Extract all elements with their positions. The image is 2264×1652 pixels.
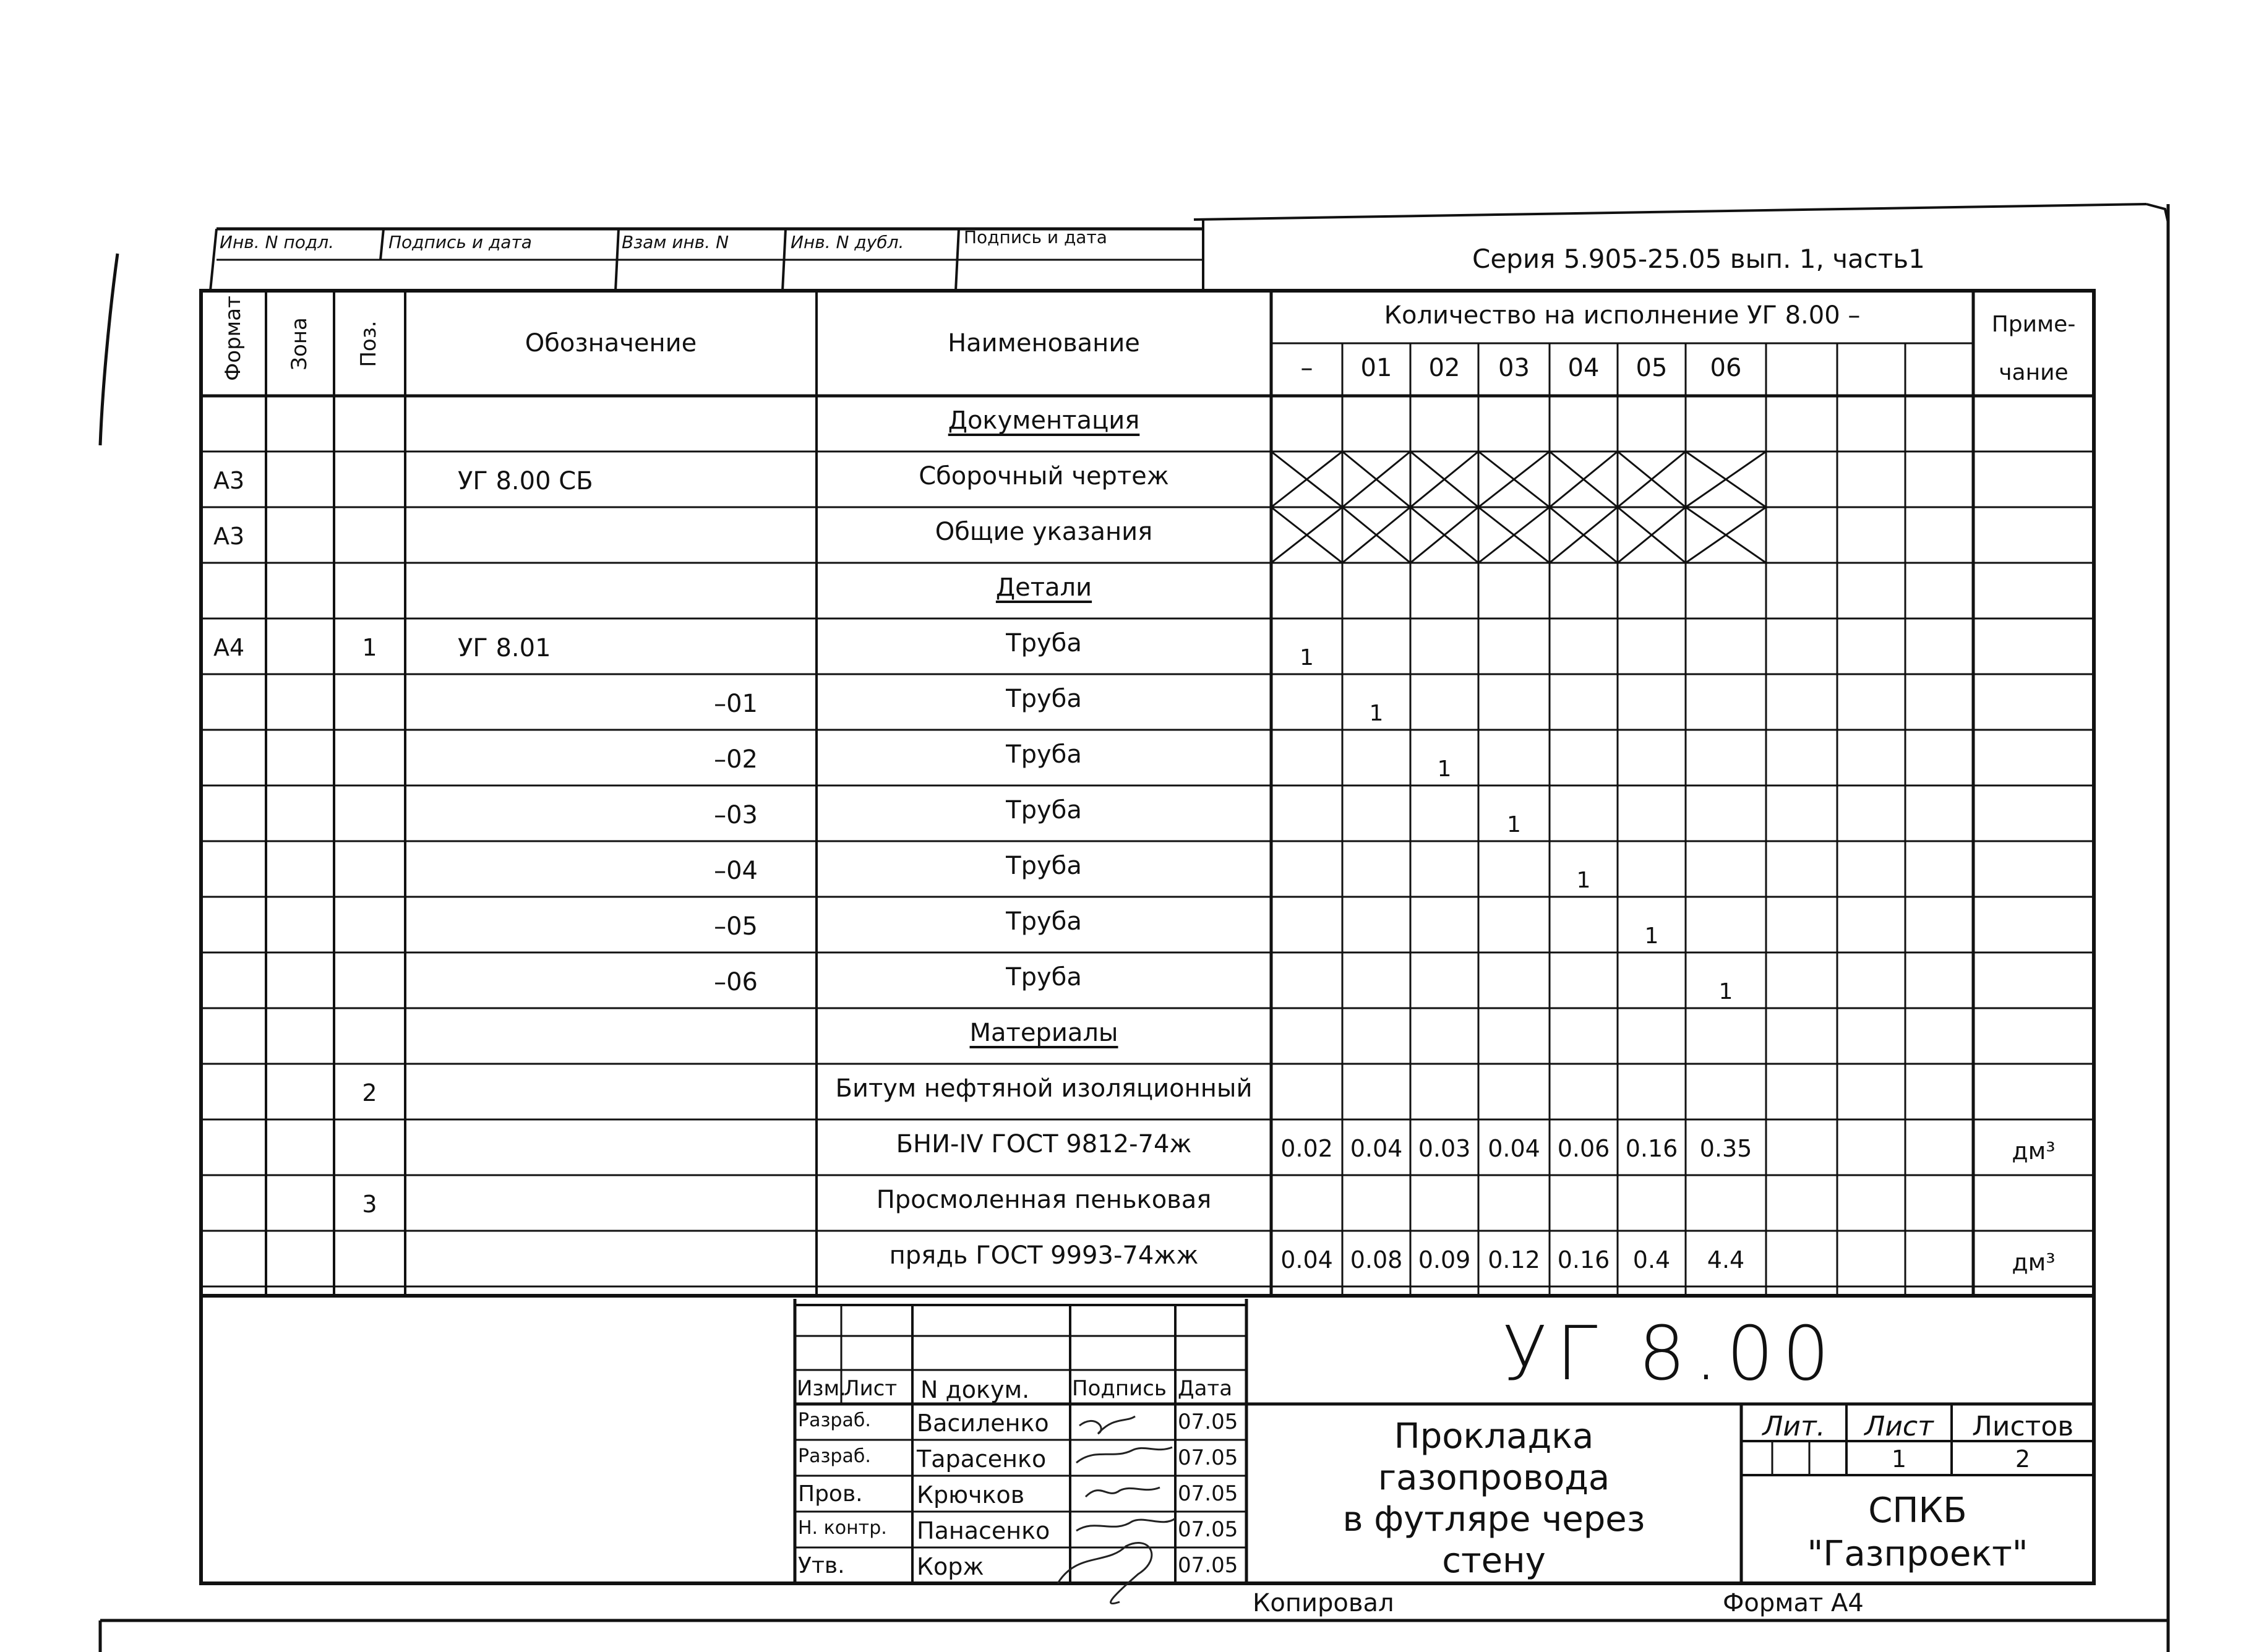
stamp-inv-dubl: Инв. N дубл. — [791, 232, 904, 252]
person-date: 07.05 — [1178, 1517, 1238, 1542]
qty-col-header: 06 — [1710, 354, 1742, 382]
qty-col-header: 04 — [1567, 354, 1600, 382]
cell-name: Труба — [1006, 796, 1082, 824]
cell-qty: 1 — [1369, 701, 1384, 726]
cell-note: дм³ — [2012, 1137, 2056, 1165]
sheets-label: Листов — [1971, 1411, 2074, 1442]
cell-designation-variant: –03 — [714, 801, 758, 829]
doc-code: УГ 8.00 — [1502, 1311, 1838, 1397]
cell-name: Труба — [1006, 629, 1082, 657]
person-role: Разраб. — [798, 1410, 871, 1431]
tb-date: Дата — [1178, 1376, 1233, 1401]
col-header-pos: Поз. — [356, 320, 381, 367]
person-role: Пров. — [798, 1481, 863, 1507]
org-line-1: СПКБ — [1868, 1491, 1967, 1531]
cell-format: А4 — [213, 634, 245, 661]
title-line-2: газопровода — [1378, 1458, 1610, 1498]
cell-note: дм³ — [2012, 1249, 2056, 1276]
cell-name: Труба — [1006, 685, 1082, 713]
cell-qty: 1 — [1507, 812, 1521, 837]
qty-col-header: 01 — [1360, 354, 1392, 382]
cell-qty: 0.04 — [1350, 1135, 1403, 1162]
cell-name: БНИ-IV ГОСТ 9812-74ж — [896, 1130, 1192, 1158]
person-role: Разраб. — [798, 1445, 871, 1467]
cell-qty: 1 — [1644, 923, 1659, 949]
person-name: Василенко — [917, 1410, 1049, 1437]
org-line-2: "Газпроект" — [1807, 1534, 2028, 1574]
cell-designation-variant: –05 — [714, 912, 758, 941]
person-date: 07.05 — [1178, 1445, 1238, 1470]
cell-qty: 0.04 — [1280, 1246, 1333, 1273]
tb-sign: Подпись — [1072, 1376, 1167, 1401]
col-header-note-1: Приме- — [1991, 312, 2076, 337]
lit-label: Лит. — [1762, 1411, 1825, 1442]
person-role: Н. контр. — [798, 1517, 887, 1539]
cell-name: Труба — [1006, 907, 1082, 936]
cell-qty: 0.08 — [1350, 1246, 1403, 1273]
stamp-vzam-inv: Взам инв. N — [622, 232, 729, 252]
col-header-designation: Обозначение — [525, 329, 697, 357]
person-name: Тарасенко — [917, 1445, 1047, 1473]
col-header-zone: Зона — [287, 317, 312, 370]
cell-pos: 2 — [362, 1079, 377, 1106]
qty-col-header: 02 — [1428, 354, 1460, 382]
person-name: Панасенко — [917, 1517, 1050, 1544]
cell-qty: 1 — [1718, 979, 1733, 1004]
cell-format: А3 — [213, 467, 245, 494]
tb-ndoc: N докум. — [920, 1376, 1030, 1403]
cell-designation-variant: –06 — [714, 968, 758, 996]
person-name: Корж — [917, 1553, 984, 1580]
cell-name: Труба — [1006, 852, 1082, 880]
cell-format: А3 — [213, 523, 245, 550]
cell-pos: 3 — [362, 1191, 377, 1218]
cell-designation-variant: –02 — [714, 745, 758, 774]
cell-qty: 0.16 — [1625, 1135, 1678, 1162]
cell-name: Просмоленная пеньковая — [876, 1186, 1212, 1214]
cell-qty: 0.09 — [1418, 1246, 1471, 1273]
cell-pos: 1 — [362, 634, 377, 661]
stamp-podpis-data-2: Подпись и дата — [964, 227, 1107, 247]
cell-designation-variant: –01 — [714, 690, 758, 718]
cell-qty: 0.35 — [1699, 1135, 1752, 1162]
stamp-podpis-data-1: Подпись и дата — [388, 232, 532, 252]
person-role: Утв. — [798, 1553, 845, 1578]
qty-col-header: – — [1300, 354, 1313, 382]
cell-qty: 1 — [1576, 868, 1591, 893]
person-date: 07.05 — [1178, 1553, 1238, 1578]
cell-qty: 1 — [1300, 645, 1314, 670]
qty-col-header: 05 — [1636, 354, 1668, 382]
title-line-1: Прокладка — [1394, 1416, 1594, 1457]
footer-format: Формат А4 — [1723, 1589, 1864, 1617]
tb-izm: Изм. — [797, 1376, 846, 1401]
cell-qty: 0.03 — [1418, 1135, 1471, 1162]
cell-name: прядь ГОСТ 9993-74жж — [889, 1241, 1199, 1270]
cell-qty: 1 — [1437, 756, 1452, 782]
cell-designation-variant: –04 — [714, 857, 758, 885]
col-header-format: Формат — [221, 296, 246, 381]
cell-designation: УГ 8.00 СБ — [458, 467, 593, 495]
cell-name: Общие указания — [935, 518, 1153, 546]
tb-list: Лист — [844, 1376, 898, 1401]
footer-copied: Копировал — [1253, 1589, 1394, 1617]
cell-designation: УГ 8.01 — [458, 634, 551, 662]
cell-name: Сборочный чертеж — [919, 462, 1169, 490]
col-header-name: Наименование — [948, 329, 1140, 357]
section-heading: Детали — [995, 573, 1092, 602]
stamp-inv-podl: Инв. N подл. — [220, 232, 334, 252]
cell-qty: 0.02 — [1280, 1135, 1333, 1162]
title-line-4: стену — [1442, 1541, 1546, 1581]
person-date: 07.05 — [1178, 1481, 1238, 1506]
person-date: 07.05 — [1178, 1410, 1238, 1434]
col-header-note-2: чание — [1999, 360, 2069, 385]
title-line-3: в футляре через — [1342, 1499, 1645, 1539]
cell-qty: 0.16 — [1557, 1246, 1610, 1273]
section-heading: Материалы — [969, 1019, 1118, 1047]
col-header-qty: Количество на исполнение УГ 8.00 – — [1384, 301, 1861, 330]
series-label: Серия 5.905-25.05 вып. 1, часть1 — [1472, 244, 1925, 274]
qty-col-header: 03 — [1498, 354, 1530, 382]
cell-name: Битум нефтяной изоляционный — [835, 1074, 1253, 1103]
section-heading: Документация — [948, 406, 1140, 435]
person-name: Крючков — [917, 1481, 1025, 1509]
sheet-number: 1 — [1891, 1445, 1907, 1473]
cell-qty: 0.4 — [1632, 1246, 1671, 1273]
sheets-count: 2 — [2015, 1445, 2031, 1473]
cell-qty: 4.4 — [1707, 1246, 1745, 1273]
cell-qty: 0.12 — [1488, 1246, 1540, 1273]
cell-name: Труба — [1006, 963, 1082, 991]
cell-qty: 0.04 — [1488, 1135, 1540, 1162]
cell-qty: 0.06 — [1557, 1135, 1610, 1162]
cell-name: Труба — [1006, 740, 1082, 769]
sheet-label: Лист — [1864, 1411, 1934, 1442]
